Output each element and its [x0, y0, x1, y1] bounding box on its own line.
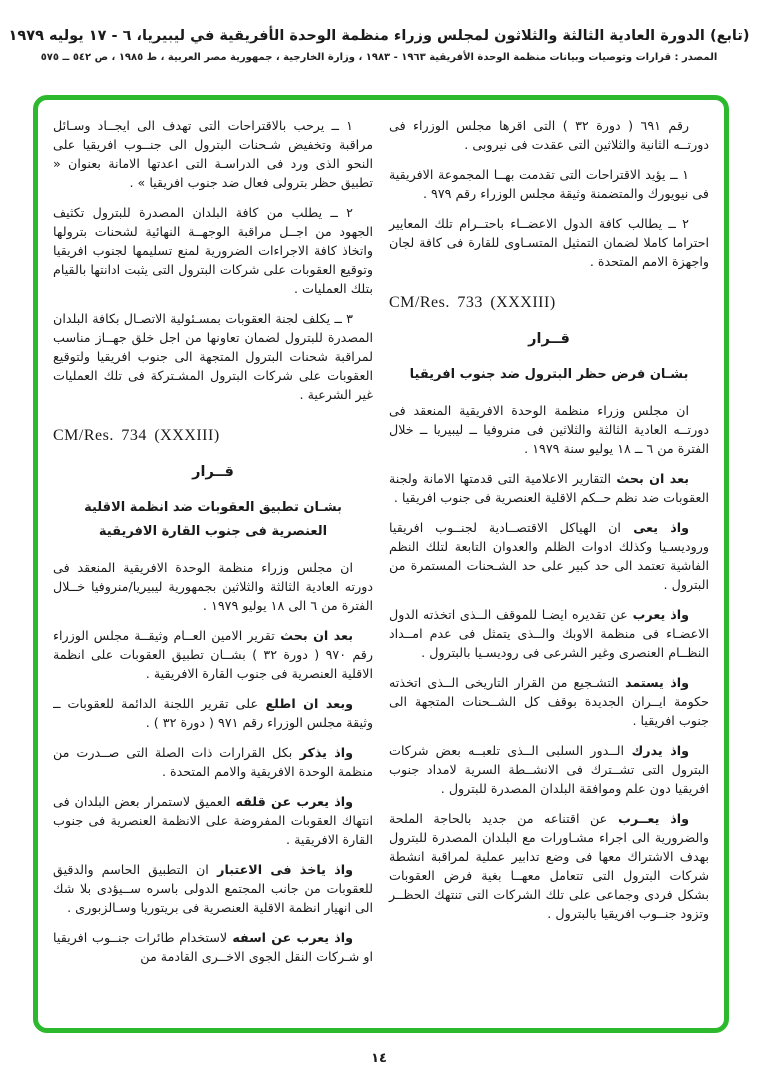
- paragraph: ١ ــ يؤيد الاقتراحات التى تقدمت بهــا المجموعة الافريقية فى نيويورك والمتضمنة وثيقة مجلس الوزراء رقم ٩٧٩ .: [389, 167, 709, 201]
- green-border-frame: [33, 95, 729, 1033]
- paragraph: واذ يعى ان الهياكل الاقتصــادية لجنــوب افريقيا وروديسـيا وكذلك ادوات الظلم والعدوان التابعة لتلك النظم الفاشية تعتمد الى حد كبير على حد الشـحنات المستمرة من البترول .: [389, 520, 709, 592]
- paragraph: واذ يستمد التشـجيع من القرار التاريخى الــذى اتخذته حكومة ايــران الجديدة بوقف كل الشــحنات المتجهة الى جنوب افريقيا .: [389, 675, 709, 728]
- paragraph: وبعد ان اطلع على تقرير اللجنة الدائمة للعقوبات ــ وثيقة مجلس الوزراء رقم ٩٧١ ( دورة ٣٢ ) .: [53, 696, 373, 730]
- two-column-text: [53, 116, 709, 1018]
- paragraph: ان مجلس وزراء منظمة الوحدة الافريقية المنعقد فى دورتــه العادية الثالثة والثلاثين فى منروفيا ــ ليبيريا ــ خلال الفترة من ٦ ــ ١٨ يوليو سنة ١٩٧٩ .: [389, 403, 709, 456]
- paragraph: رقم ٦٩١ ( دورة ٣٢ ) التى اقرها مجلس الوزراء فى دورتــه الثانية والثلاثين التى عقدت فى نيروبى .: [389, 118, 709, 152]
- resolution-id-733: CM/Res. 733 (XXXIII): [389, 294, 556, 311]
- paragraph: واذ يذكر بكل القرارات ذات الصلة التى صــدرت من منظمة الوحدة الافريقية والامم المتحدة .: [53, 745, 373, 779]
- paragraph: بعد ان بحث تقرير الامين العــام وثيقــة مجلس الوزراء رقم ٩٧٠ ( دورة ٣٢ ) بشــان تطبيق العقوبات على انظمة الاقلية العنصرية فى جنوب القارة الافريقية .: [53, 628, 373, 681]
- paragraph: واذ يعــرب عن اقتناعه من جديد بالحاجة الملحة والضرورية الى اجراء مشـاورات مع البلدان المصدرة للبترول بهدف الاشتراك معها فى وضع تدابير عملية لمراقبة انشطة شركات البترول التى تتعامل معهــا بغية فرض العقوبات بشكل فردى وجماعى على تلك الشركات التى تنتهك الحظــر وتزود جنــوب افريقيا بالبترول .: [389, 811, 709, 921]
- paragraph: ٢ ــ يطالب كافة الدول الاعضــاء باحتــرام تلك المعايير احتراما كاملا لضمان التمثيل المتسـاوى للقارة فى كافة لجان واجهزة الامم المتحدة .: [389, 216, 709, 269]
- resolution-title-734: بشـان تطبيق العقوبات ضد انظمة الاقلية العنصرية فى جنوب القارة الافريقية: [84, 500, 342, 539]
- paragraph: واذ يعرب عن قلقه العميق لاستمرار بعض البلدان فى انتهاك العقوبات المفروضة على الانظمة العنصرية فى جنوب القارة الافريقية .: [53, 794, 373, 847]
- column-right: [389, 116, 709, 1018]
- decree-heading: قــرار: [192, 464, 234, 480]
- paragraph: واذ يدرك الــدور السلبى الــذى تلعبــه بعض شركات البترول التى تشــترك فى الانشــطة السرية لامداد جنوب افريقيا دون علم وموافقة البلدان المصدرة للبترول .: [389, 743, 709, 796]
- paragraph: ٣ ــ يكلف لجنة العقوبات بمسـئولية الاتصـال بكافة البلدان المصدرة للبترول لضمان تعاونها من اجل خلق جهــاز مناسب لمراقبة شحنات البترول المتجهة الى جنوب افريقيا ولتوقيع العقوبات على شركات البترول المشـتركة فى تلك العمليات غير الشرعية .: [53, 311, 373, 402]
- paragraph: ١ ــ يرحب بالاقتراحات التى تهدف الى ايجــاد وسـائل مراقبة وتخفيض شـحنات البترول الى جنــوب افريقيا على النحو الذى ورد فى الدراسـة التى اعدتها الامانة بعنوان « تطبيق حظر بترولى فعال ضد جنوب افريقيا » .: [53, 118, 373, 190]
- paragraph: ٢ ــ يطلب من كافة البلدان المصدرة للبترول تكثيف الجهود من اجــل مراقبة الوجهــة النهائية لشحنات بترولها واتخاذ كافة الاجراءات الضرورية لمنع تسليمها لجنوب افريقيا وتوقيع العقوبات على شركات البترول التى يثبت ادانتها بالقيام بتلك العمليات .: [53, 205, 373, 296]
- column-left: [53, 116, 373, 1018]
- paragraph: واذ ياخذ فى الاعتبار ان التطبيق الحاسم والدقيق للعقوبات من جانب المجتمع الدولى باسره ســيؤدى بلا شك الى انهيار انظمة الاقلية العنصرية فى بريتوريا وسـالزبورى .: [53, 862, 373, 915]
- session-title: (تابع) الدورة العادية الثالثة والثلاثون لمجلس وزراء منظمة الوحدة الأفريقية في ليبيريا، ٦ - ١٧ يوليه ١٩٧٩: [8, 28, 750, 44]
- paragraph: بعد ان بحث التقارير الاعلامية التى قدمتها الامانة ولجنة العقوبات ضد نظم حــكم الاقلية العنصرية فى جنوب افريقيا .: [389, 471, 709, 505]
- paragraph: واذ يعرب عن تقديره ايضـا للموقف الــذى اتخذته الدول الاعضـاء فى منظمة الاوبك والــذى يتمثل فى عدم امــداد النظــام العنصرى وغير الشرعى فى روديسـيا بالبترول .: [389, 607, 709, 660]
- page-number: ١٤: [371, 1051, 387, 1066]
- paragraph: ان مجلس وزراء منظمة الوحدة الافريقية المنعقد فى دورته العادية الثالثة والثلاثين بجمهورية ليبيريا/منروفيا خــلال الفترة من ٦ الى ١٨ يوليو ١٩٧٩ .: [53, 560, 373, 613]
- decree-heading: قــرار: [528, 331, 570, 347]
- page-header: [0, 28, 758, 63]
- resolution-id-734: CM/Res. 734 (XXXIII): [53, 427, 220, 444]
- paragraph: واذ يعرب عن اسفه لاستخدام طائرات جنــوب افريقيا او شـركات النقل الجوى الاخــرى القادمة من: [53, 930, 373, 964]
- source-citation: المصدر : قرارات وتوصيات وبيانات منظمة الوحدة الأفريقية ١٩٦٣ - ١٩٨٣ ، وزارة الخارجية ، جمهورية مصر العربية ، ط ١٩٨٥ ، ص ٥٤٢ ــ ٥٧٥: [40, 52, 718, 63]
- resolution-title-733: بشـان فرض حظر البترول ضد جنوب افريقيا: [409, 367, 689, 382]
